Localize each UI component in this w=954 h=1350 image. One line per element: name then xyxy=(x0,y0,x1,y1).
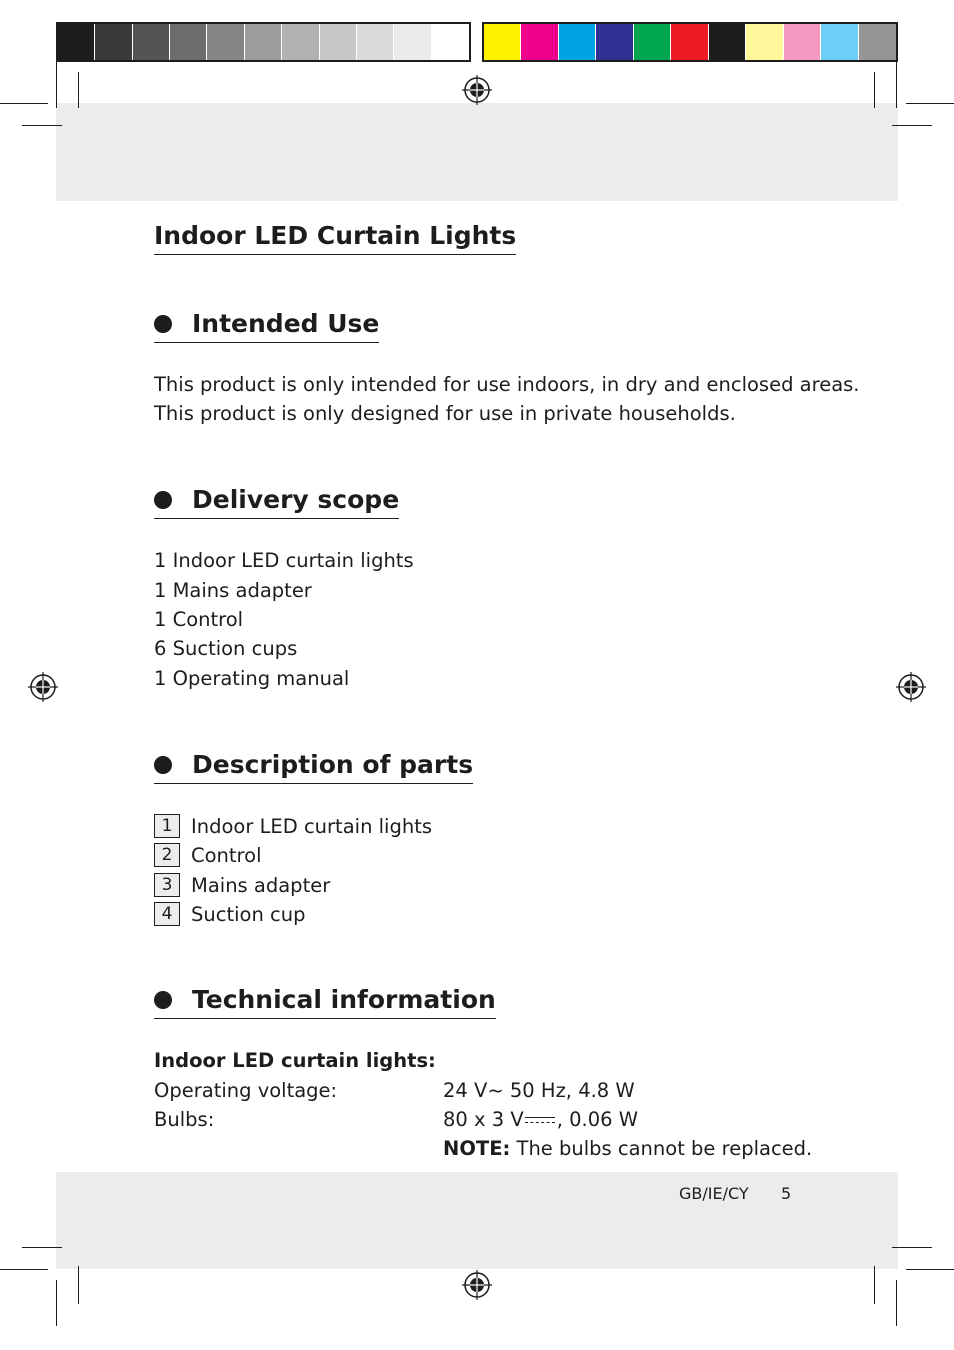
registration-mark-icon xyxy=(28,672,58,702)
crop-mark xyxy=(892,1247,932,1248)
spec-label: Bulbs: xyxy=(154,1108,215,1131)
delivery-item: 6 Suction cups xyxy=(154,637,298,660)
section-heading-label: Technical information xyxy=(192,985,496,1014)
part-label: Mains adapter xyxy=(191,873,331,897)
grayscale-color-bar xyxy=(56,22,471,62)
section-heading-delivery-scope xyxy=(154,484,399,519)
crop-mark xyxy=(78,1266,79,1304)
gray-swatch xyxy=(95,24,132,60)
note-line xyxy=(443,1134,812,1164)
note-label: NOTE: xyxy=(443,1137,511,1160)
gray-swatch xyxy=(207,24,244,60)
part-label: Suction cup xyxy=(191,902,306,926)
header-band xyxy=(56,103,898,201)
delivery-item: 1 Mains adapter xyxy=(154,579,312,602)
registration-mark-icon xyxy=(896,672,926,702)
delivery-item: 1 Indoor LED curtain lights xyxy=(154,549,414,572)
crop-mark xyxy=(0,1269,48,1270)
crop-mark xyxy=(78,72,79,108)
gray-swatch xyxy=(432,24,469,60)
section-heading-technical-information xyxy=(154,984,496,1019)
delivery-item: 1 Operating manual xyxy=(154,667,350,690)
footer-band xyxy=(56,1172,898,1269)
color-swatch xyxy=(634,24,671,60)
footer-region: GB/IE/CY xyxy=(679,1184,749,1203)
spec-value xyxy=(443,1105,638,1135)
color-swatch xyxy=(746,24,783,60)
section-heading-label: Description of parts xyxy=(192,750,474,779)
part-label: Control xyxy=(191,843,262,867)
gray-swatch xyxy=(282,24,319,60)
spec-label: Operating voltage: xyxy=(154,1079,338,1102)
part-number-box: 2 xyxy=(154,843,180,867)
bullet-dot-icon xyxy=(154,756,172,774)
part-item xyxy=(154,872,330,898)
part-number-box: 3 xyxy=(154,873,180,897)
direct-current-icon xyxy=(525,1114,555,1128)
color-swatch xyxy=(709,24,746,60)
page-number: 5 xyxy=(781,1184,792,1203)
registration-mark-icon xyxy=(462,75,492,105)
section-heading-description-of-parts xyxy=(154,749,473,784)
part-number-box: 1 xyxy=(154,814,180,838)
section-heading-label: Delivery scope xyxy=(192,485,400,514)
gray-swatch xyxy=(394,24,431,60)
crop-mark xyxy=(56,1280,57,1326)
color-swatch xyxy=(596,24,633,60)
gray-swatch xyxy=(170,24,207,60)
intended-use-line: This product is only designed for use in private households. xyxy=(154,402,736,425)
gray-swatch xyxy=(320,24,357,60)
color-swatch xyxy=(484,24,521,60)
bullet-dot-icon xyxy=(154,991,172,1009)
color-swatch xyxy=(784,24,821,60)
delivery-item: 1 Control xyxy=(154,608,244,631)
color-swatch xyxy=(671,24,708,60)
crop-mark xyxy=(906,1269,954,1270)
crop-mark xyxy=(874,1266,875,1304)
intended-use-line: This product is only intended for use indoors, in dry and enclosed areas. xyxy=(154,373,860,396)
gray-swatch xyxy=(357,24,394,60)
part-label: Indoor LED curtain lights xyxy=(191,814,433,838)
process-color-bar xyxy=(482,22,898,62)
crop-mark xyxy=(906,103,954,104)
part-item xyxy=(154,842,262,868)
crop-mark xyxy=(0,103,48,104)
spec-value-part: , 0.06 W xyxy=(556,1108,638,1131)
bullet-dot-icon xyxy=(154,491,172,509)
part-item xyxy=(154,901,305,927)
color-swatch xyxy=(521,24,558,60)
crop-mark xyxy=(22,1247,62,1248)
crop-mark xyxy=(896,62,897,108)
part-item xyxy=(154,813,432,839)
gray-swatch xyxy=(133,24,170,60)
crop-mark xyxy=(874,72,875,108)
color-swatch xyxy=(559,24,596,60)
crop-mark xyxy=(56,62,57,108)
part-number-box: 4 xyxy=(154,902,180,926)
registration-mark-icon xyxy=(462,1270,492,1300)
gray-swatch xyxy=(245,24,282,60)
color-swatch xyxy=(859,24,896,60)
spec-value-part: 80 x 3 V xyxy=(443,1108,524,1131)
spec-value: 24 V~ 50 Hz, 4.8 W xyxy=(443,1079,635,1102)
crop-mark xyxy=(896,1280,897,1326)
note-text: The bulbs cannot be replaced. xyxy=(516,1137,813,1160)
crop-mark xyxy=(892,125,932,126)
document-title: Indoor LED Curtain Lights xyxy=(154,220,516,255)
section-heading-intended-use xyxy=(154,308,379,343)
color-swatch xyxy=(821,24,858,60)
crop-mark xyxy=(22,125,62,126)
gray-swatch xyxy=(58,24,95,60)
technical-subheading: Indoor LED curtain lights: xyxy=(154,1049,436,1072)
section-heading-label: Intended Use xyxy=(192,309,380,338)
bullet-dot-icon xyxy=(154,315,172,333)
